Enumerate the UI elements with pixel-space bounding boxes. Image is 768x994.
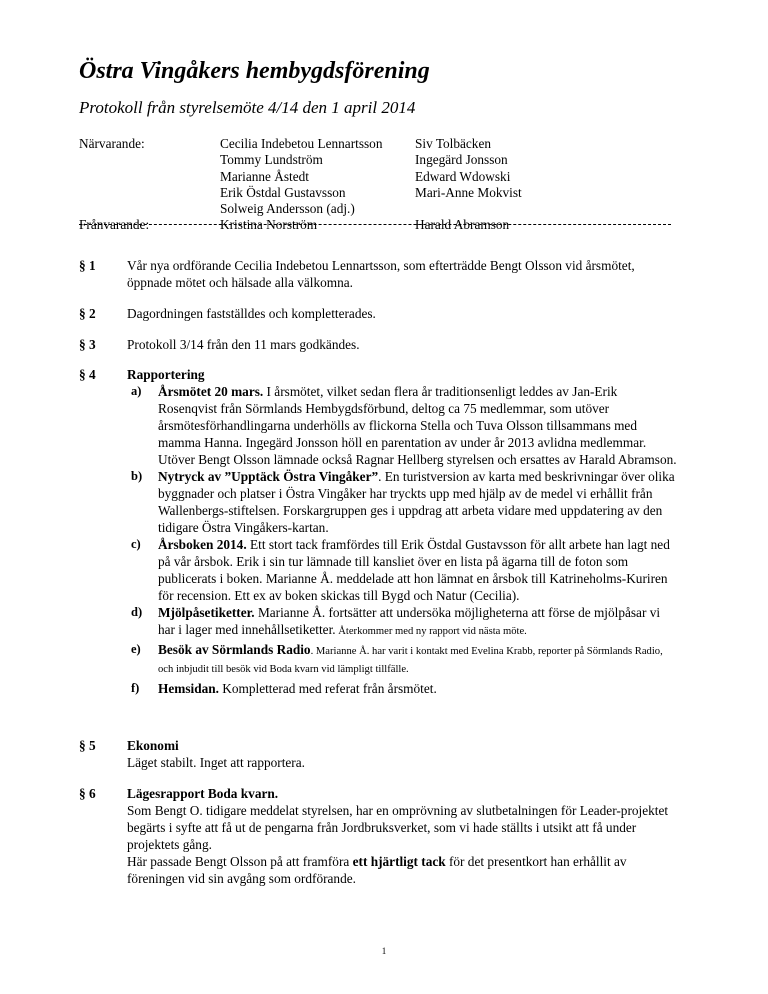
section-number: § 1 — [79, 258, 96, 273]
section-body — [127, 785, 679, 887]
item-text-small: . Marianne Å. har varit i kontakt med Evelina Krabb, reporter på Sörmlands Radio, och inbjudit till besök vid Boda kvarn vid lämpligt tillfälle. — [158, 646, 663, 675]
section-heading: Ekonomi — [127, 738, 179, 753]
item-letter: e) — [131, 642, 141, 656]
item-letter: b) — [131, 469, 143, 483]
present-name: Cecilia Indebetou Lennartsson — [220, 136, 383, 151]
thanks-text: för det presentkort han erhållit av föreningen vid sin avgång som ordförande. — [127, 854, 627, 886]
present-label: Närvarande: — [79, 136, 145, 151]
section-text: Dagordningen fastställdes och kompletterades. — [127, 306, 376, 321]
item-heading: Mjölpåsetiketter. — [158, 605, 255, 620]
present-name: Mari-Anne Mokvist — [415, 184, 522, 200]
present-name: Siv Tolbäcken — [415, 136, 492, 151]
section-text: Vår nya ordförande Cecilia Indebetou Lennartsson, som efterträdde Bengt Olsson vid årsmötet, öppnade mötet och hälsade alla välkomna. — [127, 258, 635, 290]
item-text: Ett stort tack framfördes till Erik Östdal Gustavsson för allt arbete han lagt ned på vår årsbok. Erik i sin tur lämnade till kansliet över en lista på ägarna till de foton som publicerats i boken. Marianne Å. meddelade att hon lämnat en årsbok till Katrineholms-Kuriren för recension. Ett ex av boken skickas till Bygd och Natur (Cecilia). — [158, 537, 670, 603]
item-heading: Hemsidan. — [158, 681, 219, 696]
report-item — [127, 641, 679, 677]
item-heading: Årsmötet 20 mars. — [158, 384, 264, 399]
section-text: Läget stabilt. Inget att rapportera. — [127, 755, 305, 770]
section-3 — [79, 336, 679, 353]
absent-label: Frånvarande: — [79, 217, 150, 233]
item-heading: Nytryck av ”Upptäck Östra Vingåker” — [158, 469, 379, 484]
present-name: Tommy Lundström — [220, 152, 323, 168]
item-letter: f) — [131, 681, 140, 695]
section-text — [127, 853, 679, 887]
present-name: Ingegärd Jonsson — [415, 152, 508, 168]
item-text: Marianne Å. fortsätter att undersöka möjligheterna att förse de mjölpåsar vi har i lager med innehållsetiketter. — [158, 605, 661, 637]
report-item — [127, 468, 679, 536]
section-text: Som Bengt O. tidigare meddelat styrelsen, har en omprövning av slutbetalningen för Leader-projektet begärts i syfte att få ut de pengarna från Jordbruksverket, som vi hade ställts i utsikt att få under projektets gång. — [127, 803, 669, 852]
section-4 — [79, 366, 679, 697]
present-name: Erik Östdal Gustavsson — [220, 184, 346, 200]
present-name: Edward Wdowski — [415, 168, 511, 184]
item-heading: Årsboken 2014. — [158, 537, 247, 552]
section-5 — [79, 737, 679, 771]
item-text: . En turistversion av karta med beskrivningar över olika byggnader och platser i Östra Vingåker har tryckts upp med hjälp av de medel vi erhållit från Wallenbergs-stiftelsen. Forskargruppen ges i uppdrag att arbeta vidare med uppdatering av den tidigare Östra Vingåkers-kartan. — [158, 469, 675, 535]
absent-name: Harald Abramson — [415, 217, 510, 233]
thanks-bold: ett hjärtligt tack — [352, 854, 446, 869]
report-item — [127, 680, 679, 697]
thanks-text: Här passade Bengt Olsson på att framföra — [127, 854, 353, 869]
item-text: Kompletterad med referat från årsmötet. — [218, 681, 437, 696]
present-name: Marianne Åstedt — [220, 168, 309, 184]
present-name: Solweig Andersson (adj.) — [220, 201, 355, 217]
section-heading: Lägesrapport Boda kvarn. — [127, 786, 279, 801]
section-6 — [79, 785, 679, 887]
section-number: § 3 — [79, 337, 96, 352]
section-number: § 4 — [79, 367, 96, 382]
section-number: § 6 — [79, 786, 96, 801]
section-body — [127, 366, 679, 697]
section-number: § 2 — [79, 306, 96, 321]
item-heading: Besök av Sörmlands Radio — [158, 642, 311, 657]
section-1 — [79, 257, 679, 291]
report-item — [127, 604, 679, 639]
section-heading: Rapportering — [127, 367, 205, 382]
document-subtitle: Protokoll från styrelsemöte 4/14 den 1 april 2014 — [79, 98, 416, 117]
report-item — [127, 536, 679, 604]
item-letter: d) — [131, 605, 143, 619]
item-text: I årsmötet, vilket sedan flera år traditionsenligt leddes av Jan-Erik Rosenqvist från Sörmlands Hembygdsförbund, deltog ca 75 medlemmar, som utöver årsmötesförhandlingarna underhölls av flickorna Stella och Tuva Olsson tillsammans med mamma Hanna. Ingegärd Jonsson höll en parentation av under år 2013 avlidna medlemmar. Utöver Bengt Olsson lämnade också Ragnar Hellberg styrelsen och ersattes av Harald Abramson. — [158, 384, 677, 467]
item-letter: c) — [131, 537, 141, 551]
report-items — [127, 383, 679, 697]
dashed-divider — [79, 224, 671, 225]
section-2 — [79, 305, 679, 322]
report-item — [127, 383, 679, 468]
section-text: Protokoll 3/14 från den 11 mars godkändes. — [127, 337, 360, 352]
section-number: § 5 — [79, 738, 96, 753]
document-title: Östra Vingåkers hembygdsförening — [79, 58, 430, 84]
section-body — [127, 737, 679, 771]
item-letter: a) — [131, 384, 142, 398]
page-number: 1 — [381, 946, 387, 956]
item-text-small: Återkommer med ny rapport vid nästa möte. — [335, 626, 527, 637]
absent-name: Kristina Norström — [220, 217, 318, 233]
